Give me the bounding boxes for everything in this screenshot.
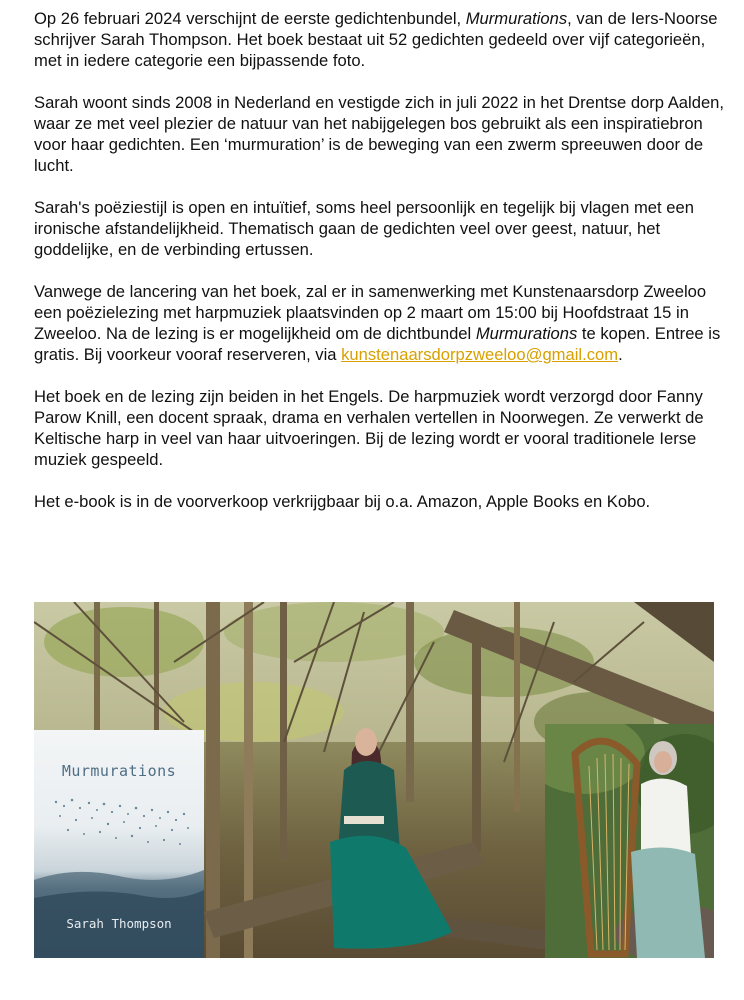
book-title-inline: Murmurations [475,324,578,343]
paragraph-intro: Op 26 februari 2024 verschijnt de eerste gedichtenbundel, Murmurations, van de Iers-Noorse schrijver Sarah Thompson. Het boek bestaat uit 52 gedichten gedeeld over vijf categorieën, met in iedere categorie een bijpassende foto. [34,9,718,70]
paragraph-ebook: Het e-book is in de voorverkoop verkrijgbaar bij o.a. Amazon, Apple Books en Kobo. [34,492,651,511]
article-body [34,8,724,533]
email-link[interactable]: kunstenaarsdorpzweeloo@gmail.com [341,345,619,364]
book-title-inline: Murmurations [465,9,568,28]
book-cover-author: Sarah Thompson [66,916,172,931]
paragraph-language-harp: Het boek en de lezing zijn beiden in het Engels. De harpmuziek wordt verzorgd door Fanny Parow Knill, een docent spraak, drama en verhalen vertellen in Noorwegen. Ze verwerkt de Keltische harp in veel van haar uitvoeringen. Bij de lezing wordt er vooral traditionele Ierse muziek gespeeld. [34,387,704,469]
paragraph-author-background: Sarah woont sinds 2008 in Nederland en vestigde zich in juli 2022 in het Drentse dorp Aalden, waar ze met veel plezier de natuur van het nabijgelegen bos gebruikt als een inspiratiebron voor haar gedichten. Een ‘murmuration’ is de beweging van een zwerm spreeuwen door de lucht. [34,93,725,175]
harpist-photo [545,724,714,958]
book-cover [34,730,204,958]
paragraph-event: Vanwege de lancering van het boek, zal er in samenwerking met Kunstenaarsdorp Zweeloo een poëzielezing met harpmuziek plaatsvinden op 2 maart om 15:00 bij Hoofdstraat 15 in Zweeloo. Na de lezing is er mogelijkheid om de dichtbundel Murmurations te kopen. Entree is gratis. Bij voorkeur vooraf reserveren, via kunstenaarsdorpzweeloo@gmail.com. [34,282,721,364]
harpist-illustration [545,724,714,958]
photo-collage [34,602,714,958]
book-cover-title: Murmurations [61,762,177,780]
paragraph-style: Sarah's poëziestijl is open en intuïtief, soms heel persoonlijk en tegelijk bij vlagen met een ironische afstandelijkheid. Thematisch gaan de gedichten veel over geest, natuur, het goddelijke, en de verbinding ertussen. [34,198,694,259]
